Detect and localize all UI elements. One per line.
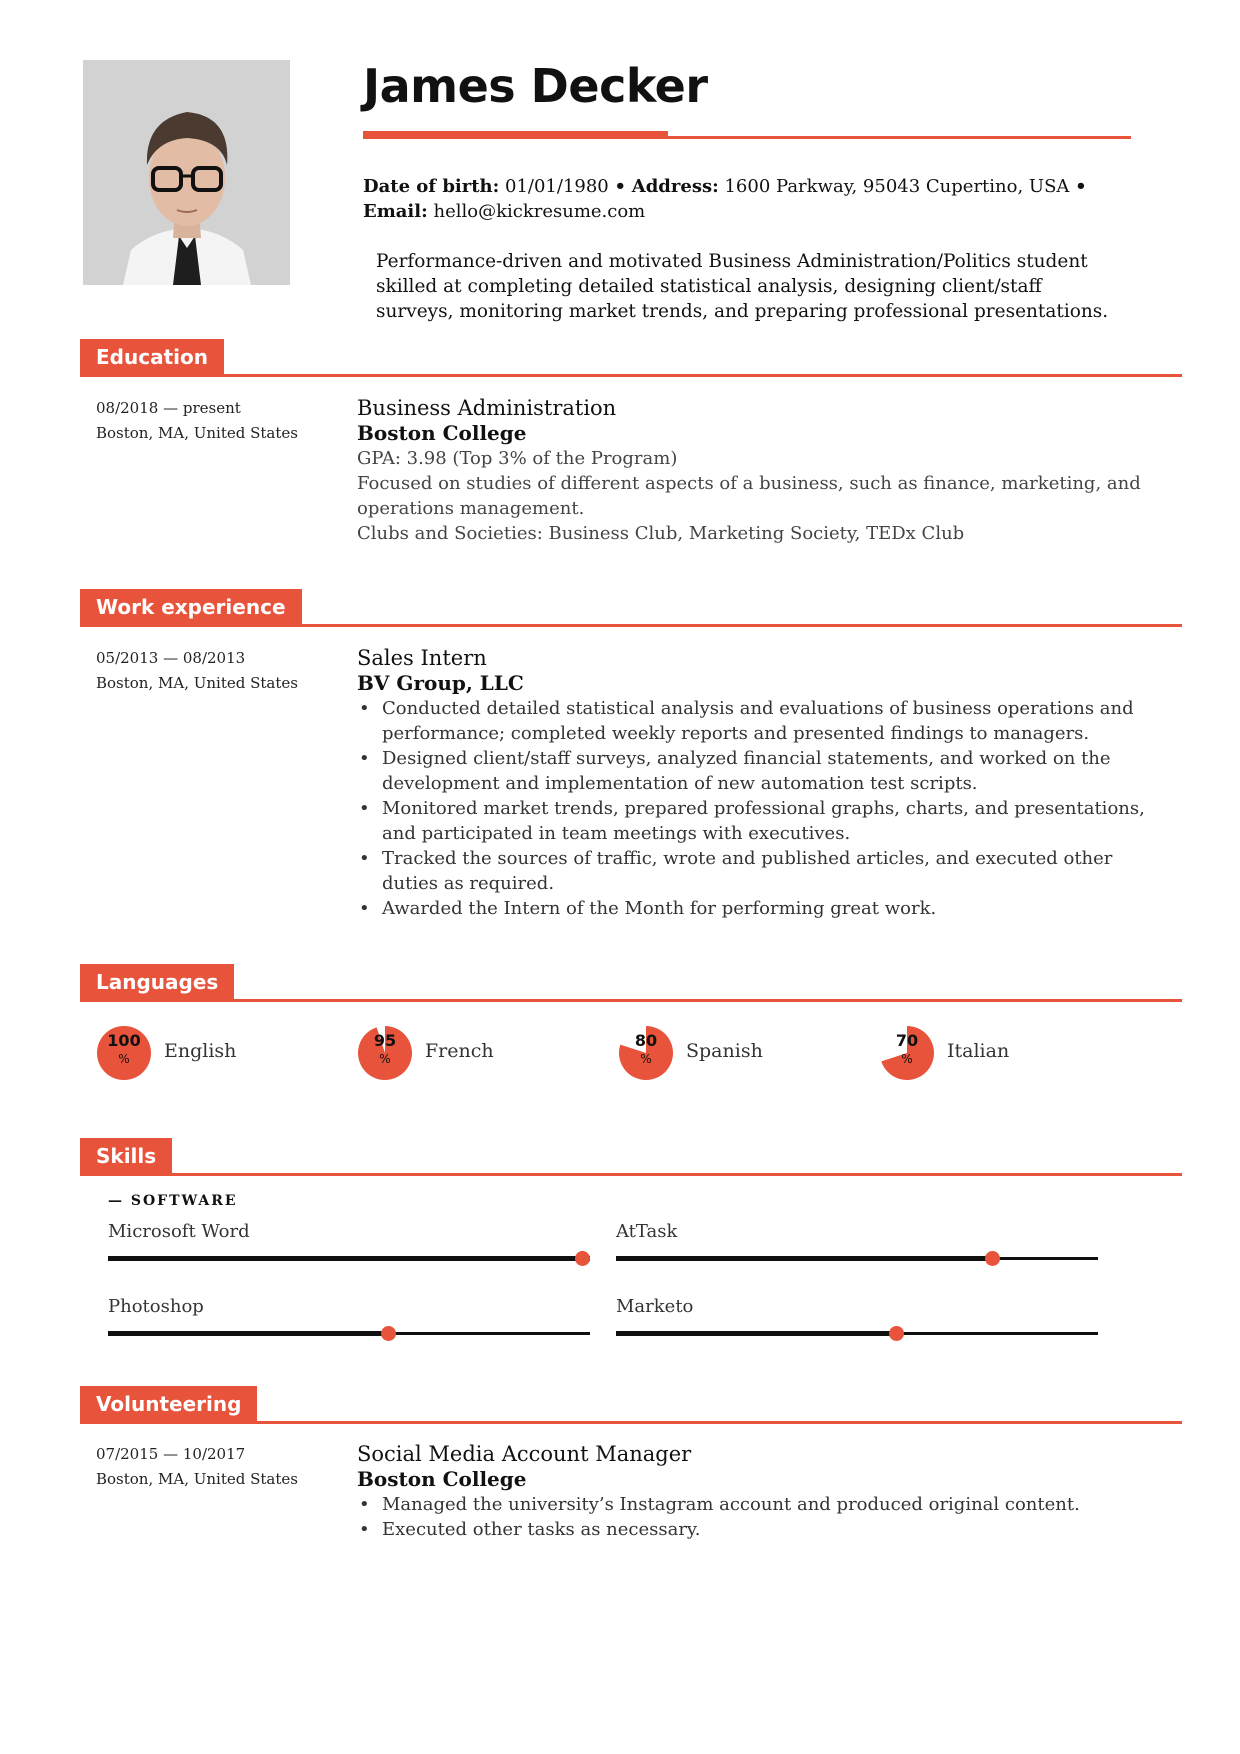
education-section-header bbox=[80, 339, 1182, 379]
skill-name: Microsoft Word bbox=[108, 1221, 250, 1242]
name-underline-accent bbox=[363, 131, 668, 139]
skill-fill bbox=[616, 1256, 992, 1261]
skill-level-knob bbox=[575, 1251, 590, 1266]
gpa: GPA: 3.98 (Top 3% of the Program) bbox=[357, 448, 678, 469]
language-percent: 95 bbox=[373, 1031, 397, 1050]
skill-fill bbox=[108, 1256, 590, 1261]
skill-level-knob bbox=[889, 1326, 904, 1341]
section-divider bbox=[80, 624, 1182, 627]
skills-section-header bbox=[80, 1138, 1182, 1178]
school: Boston College bbox=[357, 421, 527, 445]
section-title: Education bbox=[80, 339, 224, 375]
work-meta bbox=[96, 646, 298, 696]
list-item: • Managed the university’s Instagram account and produced original content. bbox=[357, 1492, 1147, 1517]
volunteering-bullets bbox=[357, 1492, 1147, 1542]
percent-sign: % bbox=[640, 1052, 652, 1066]
list-item: • Monitored market trends, prepared professional graphs, charts, and presentations, and participated in team meetings with executives. bbox=[357, 796, 1147, 846]
entry-date: 05/2013 — 08/2013 bbox=[96, 649, 246, 667]
entry-location: Boston, MA, United States bbox=[96, 674, 298, 692]
dob-value: 01/01/1980 bbox=[505, 176, 609, 197]
languages-section-header bbox=[80, 964, 1182, 1004]
skill-level-knob bbox=[381, 1326, 396, 1341]
entry-date: 08/2018 — present bbox=[96, 399, 241, 417]
skill-item bbox=[108, 1221, 590, 1271]
list-item: • Executed other tasks as necessary. bbox=[357, 1517, 1147, 1542]
language-name: English bbox=[164, 1040, 237, 1062]
section-title: Volunteering bbox=[80, 1386, 257, 1422]
education-entry bbox=[357, 396, 1147, 546]
language-item bbox=[618, 1025, 858, 1081]
language-item bbox=[96, 1025, 336, 1081]
volunteer-role: Social Media Account Manager bbox=[357, 1442, 692, 1466]
work-bullets bbox=[357, 696, 1147, 921]
entry-date: 07/2015 — 10/2017 bbox=[96, 1445, 246, 1463]
entry-location: Boston, MA, United States bbox=[96, 1470, 298, 1488]
language-name: Spanish bbox=[686, 1040, 763, 1062]
list-item: • Designed client/staff surveys, analyzed financial statements, and worked on the development and implementation of new automation test scripts. bbox=[357, 746, 1147, 796]
language-percent: 80 bbox=[634, 1031, 658, 1050]
work-section-header bbox=[80, 589, 1182, 629]
section-title: Skills bbox=[80, 1138, 172, 1174]
skill-item bbox=[616, 1296, 1098, 1346]
skill-fill bbox=[616, 1331, 896, 1336]
section-title: Languages bbox=[80, 964, 234, 1000]
address-value: 1600 Parkway, 95043 Cupertino, USA bbox=[724, 176, 1070, 197]
skill-item bbox=[108, 1296, 590, 1346]
section-divider bbox=[80, 1173, 1182, 1176]
work-entry bbox=[357, 646, 1147, 921]
profile-summary: Performance-driven and motivated Business Administration/Politics student skilled at completing detailed statistical analysis, designing client/staff surveys, monitoring market trends, and preparing professional presentations. bbox=[376, 251, 1109, 322]
job-title: Sales Intern bbox=[357, 646, 487, 670]
email-value: hello@kickresume.com bbox=[433, 201, 646, 222]
avatar-portrait-icon bbox=[83, 60, 290, 285]
separator: • bbox=[614, 176, 627, 197]
list-item: • Tracked the sources of traffic, wrote and published articles, and executed other duties as required. bbox=[357, 846, 1147, 896]
list-item: • Conducted detailed statistical analysis and evaluations of business operations and performance; completed weekly reports and presented findings to managers. bbox=[357, 696, 1147, 746]
profile-photo bbox=[83, 60, 290, 285]
skill-name: Photoshop bbox=[108, 1296, 204, 1317]
percent-sign: % bbox=[379, 1052, 391, 1066]
education-meta bbox=[96, 396, 298, 446]
percent-sign: % bbox=[901, 1052, 913, 1066]
entry-location: Boston, MA, United States bbox=[96, 424, 298, 442]
focus: Focused on studies of different aspects of a business, such as finance, marketing, and operations management. bbox=[357, 473, 1141, 519]
separator: • bbox=[1075, 176, 1087, 197]
language-percent: 70 bbox=[895, 1031, 919, 1050]
volunteering-entry bbox=[357, 1442, 1147, 1542]
volunteering-section-header bbox=[80, 1386, 1182, 1426]
skill-item bbox=[616, 1221, 1098, 1271]
percent-sign: % bbox=[118, 1052, 130, 1066]
skill-name: AtTask bbox=[616, 1221, 678, 1242]
list-item: • Awarded the Intern of the Month for performing great work. bbox=[357, 896, 1147, 921]
skill-level-knob bbox=[985, 1251, 1000, 1266]
skills-category: — SOFTWARE bbox=[108, 1193, 238, 1209]
candidate-name: James Decker bbox=[363, 59, 708, 113]
section-title: Work experience bbox=[80, 589, 302, 625]
language-item bbox=[879, 1025, 1119, 1081]
section-divider bbox=[80, 374, 1182, 377]
dob-label: Date of birth: bbox=[363, 176, 500, 197]
company: BV Group, LLC bbox=[357, 671, 524, 695]
skill-fill bbox=[108, 1331, 388, 1336]
language-item bbox=[357, 1025, 597, 1081]
contact-details bbox=[363, 174, 1143, 224]
degree: Business Administration bbox=[357, 396, 617, 420]
skill-name: Marketo bbox=[616, 1296, 694, 1317]
clubs: Clubs and Societies: Business Club, Marketing Society, TEDx Club bbox=[357, 523, 965, 544]
language-percent: 100 bbox=[107, 1031, 141, 1050]
language-name: French bbox=[425, 1040, 494, 1062]
section-divider bbox=[80, 1421, 1182, 1424]
address-label: Address: bbox=[631, 176, 719, 197]
language-name: Italian bbox=[947, 1040, 1010, 1062]
email-label: Email: bbox=[363, 201, 428, 222]
organization: Boston College bbox=[357, 1467, 527, 1491]
section-divider bbox=[80, 999, 1182, 1002]
volunteering-meta bbox=[96, 1442, 298, 1492]
